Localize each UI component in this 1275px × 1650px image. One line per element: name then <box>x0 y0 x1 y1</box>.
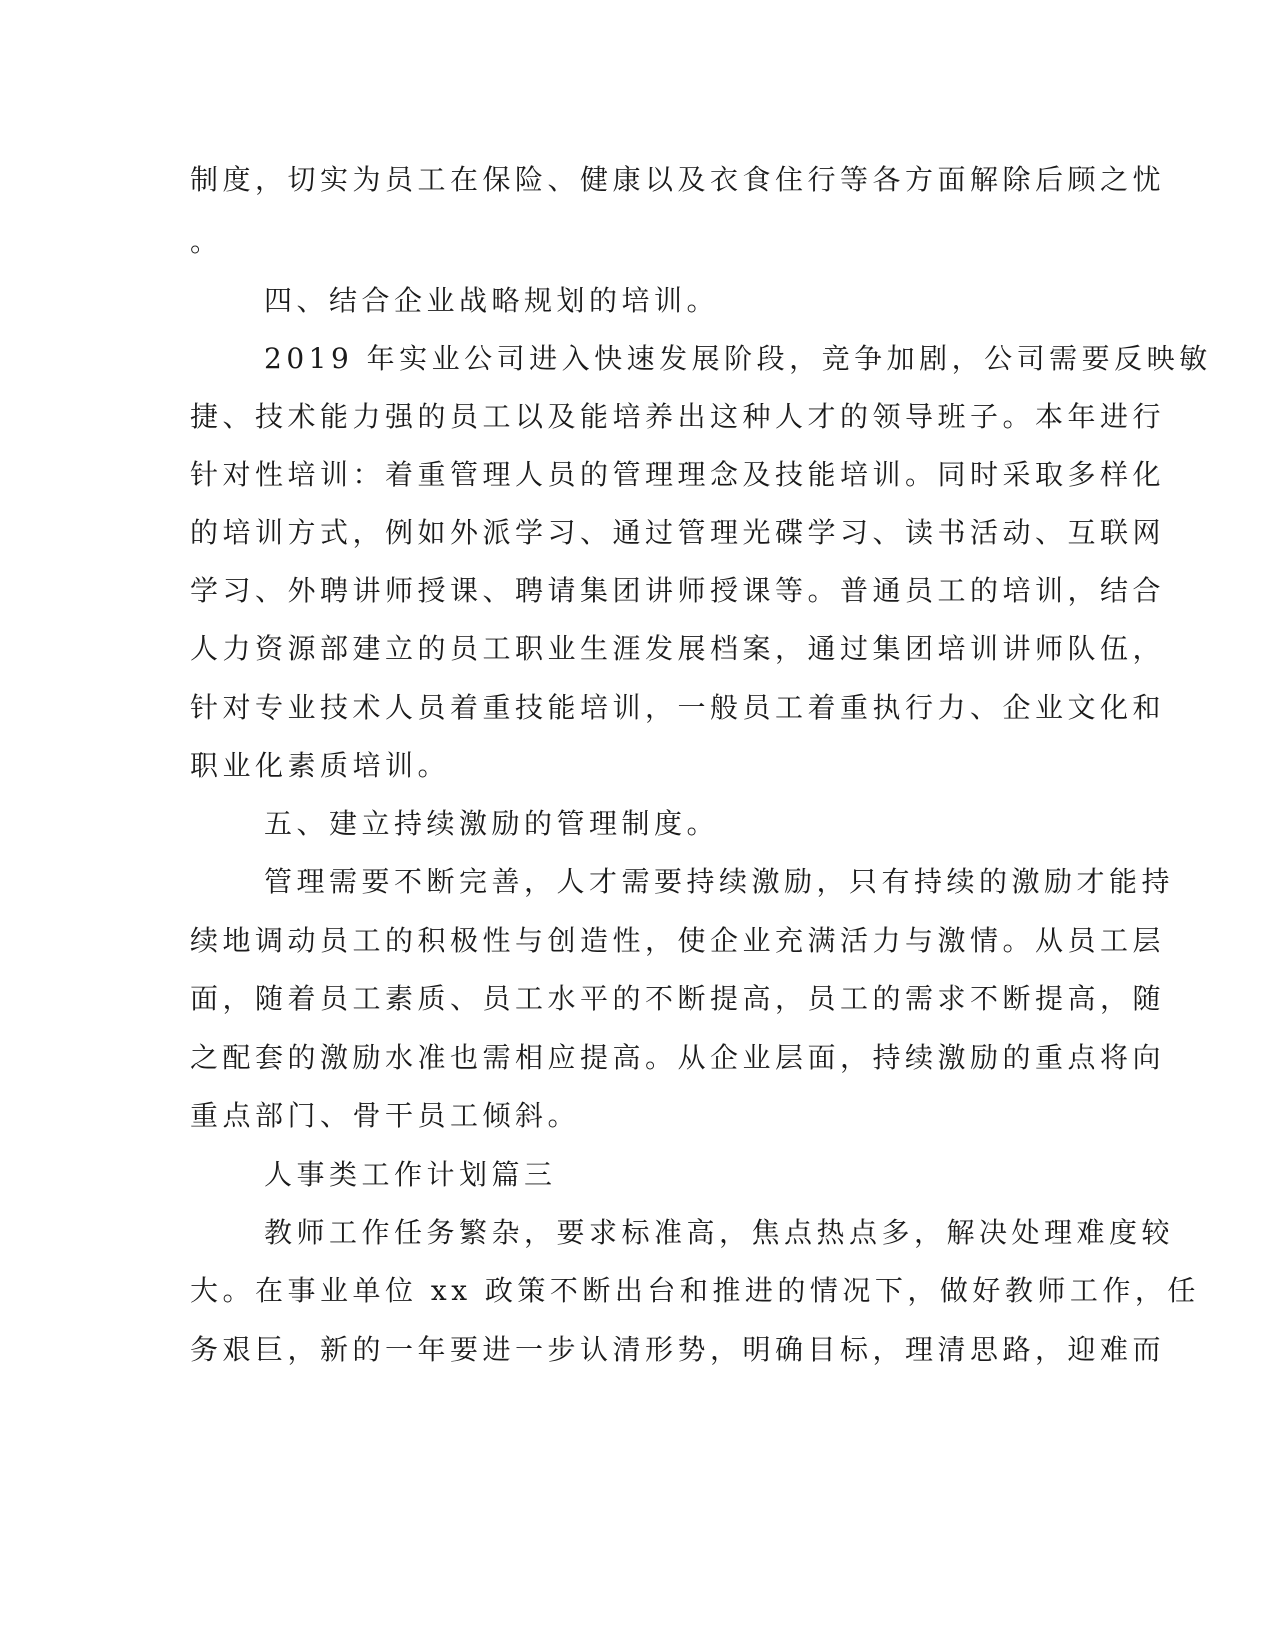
text-line: 人力资源部建立的员工职业生涯发展档案，通过集团培训讲师队伍， <box>190 632 1166 665</box>
text-line: 教师工作任务繁杂，要求标准高，焦点热点多，解决处理难度较 <box>264 1216 1175 1249</box>
text-line: 管理需要不断完善，人才需要持续激励，只有持续的激励才能持 <box>264 865 1175 898</box>
text-line: 续地调动员工的积极性与创造性，使企业充满活力与激情。从员工层 <box>190 924 1166 957</box>
section-heading: 人事类工作计划篇三 <box>264 1158 557 1191</box>
text-line: 面，随着员工素质、员工水平的不断提高，员工的需求不断提高，随 <box>190 982 1166 1015</box>
text-line: 务艰巨，新的一年要进一步认清形势，明确目标，理清思路，迎难而 <box>190 1333 1166 1366</box>
text-line: 学习、外聘讲师授课、聘请集团讲师授课等。普通员工的培训，结合 <box>190 574 1166 607</box>
section-heading: 五、建立持续激励的管理制度。 <box>264 807 720 840</box>
text-line: 捷、技术能力强的员工以及能培养出这种人才的领导班子。本年进行 <box>190 400 1166 433</box>
section-heading: 四、结合企业战略规划的培训。 <box>264 284 720 317</box>
text-line: 2019 年实业公司进入快速发展阶段，竞争加剧，公司需要反映敏 <box>264 342 1212 375</box>
text-line: 职业化素质培训。 <box>190 749 451 782</box>
text-line: 针对专业技术人员着重技能培训，一般员工着重执行力、企业文化和 <box>190 691 1166 724</box>
text-line: 。 <box>190 225 223 258</box>
text-line: 大。在事业单位 xx 政策不断出台和推进的情况下，做好教师工作，任 <box>190 1274 1200 1307</box>
text-line: 针对性培训：着重管理人员的管理理念及技能培训。同时采取多样化 <box>190 458 1166 491</box>
text-line: 之配套的激励水准也需相应提高。从企业层面，持续激励的重点将向 <box>190 1041 1166 1074</box>
text-line: 重点部门、骨干员工倾斜。 <box>190 1099 581 1132</box>
text-line: 的培训方式，例如外派学习、通过管理光碟学习、读书活动、互联网 <box>190 516 1166 549</box>
text-line: 制度，切实为员工在保险、健康以及衣食住行等各方面解除后顾之忧 <box>190 163 1166 196</box>
